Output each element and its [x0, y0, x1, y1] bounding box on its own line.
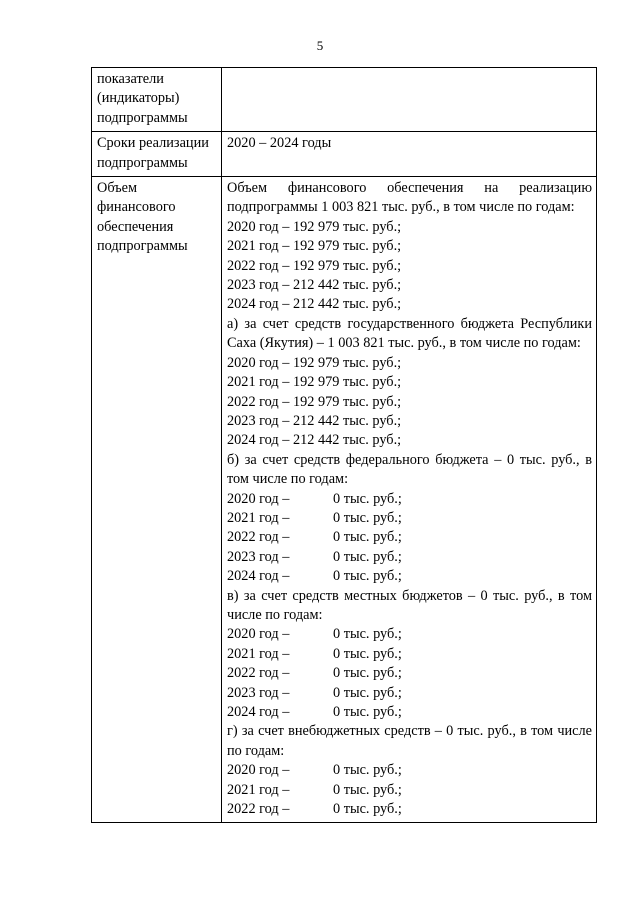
year-amount: 0 тыс. руб.; — [333, 626, 402, 643]
year-amount: 0 тыс. руб.; — [333, 781, 402, 798]
year-label: 2021 год – — [227, 645, 290, 662]
intro-year-list — [227, 218, 592, 315]
year-line — [227, 761, 592, 780]
year-line — [227, 548, 592, 567]
year-label: 2022 год – — [227, 665, 290, 682]
table-row — [92, 177, 597, 823]
federal-budget-year-list — [227, 490, 592, 587]
local-budget-year-list — [227, 625, 592, 722]
year-amount: 0 тыс. руб.; — [333, 548, 402, 565]
year-label: 2021 год – — [227, 509, 290, 526]
year-line — [227, 664, 592, 683]
year-line: 2022 год – 192 979 тыс. руб.; — [227, 257, 402, 274]
state-budget-year-list — [227, 354, 592, 451]
year-label: 2024 год – — [227, 568, 290, 585]
year-label: 2020 год – — [227, 626, 290, 643]
year-line — [227, 509, 592, 528]
year-label: 2024 год – — [227, 704, 290, 720]
financing-intro: Объем финансового обеспечения на реализацию подпрограммы 1 003 821 тыс. руб., в том числе по годам: — [227, 180, 592, 216]
year-line: 2022 год – 192 979 тыс. руб.; — [227, 393, 402, 410]
extrabudgetary-year-list — [227, 761, 592, 819]
year-label: 2020 год – — [227, 490, 290, 507]
year-line: 2024 год – 212 442 тыс. руб.; — [227, 296, 402, 313]
year-line — [227, 684, 592, 703]
indicators-value — [222, 68, 597, 132]
financing-label: Объем финансового обеспечения подпрограммы — [92, 177, 222, 823]
year-line — [227, 781, 592, 800]
year-label: 2020 год – — [227, 762, 290, 779]
year-amount: 0 тыс. руб.; — [333, 704, 402, 720]
year-line: 2021 год – 192 979 тыс. руб.; — [227, 238, 402, 255]
year-line: 2023 год – 212 442 тыс. руб.; — [227, 412, 402, 429]
extrabudgetary-source: г) за счет внебюджетных средств – 0 тыс. руб., в том числе по годам: — [227, 723, 592, 759]
year-amount: 0 тыс. руб.; — [333, 762, 402, 779]
year-line: 2024 год – 212 442 тыс. руб.; — [227, 432, 402, 449]
timeframe-value: 2020 – 2024 годы — [222, 132, 597, 177]
financing-value — [222, 177, 597, 823]
year-amount: 0 тыс. руб.; — [333, 684, 402, 701]
year-amount: 0 тыс. руб.; — [333, 509, 402, 526]
year-line — [227, 800, 592, 819]
table-row — [92, 68, 597, 132]
year-label: 2021 год – — [227, 781, 290, 798]
table-row — [92, 132, 597, 177]
year-line — [227, 645, 592, 664]
year-line — [227, 567, 592, 586]
year-amount: 0 тыс. руб.; — [333, 645, 402, 662]
year-amount: 0 тыс. руб.; — [333, 801, 402, 818]
year-line — [227, 703, 592, 722]
year-amount: 0 тыс. руб.; — [333, 568, 402, 585]
year-amount: 0 тыс. руб.; — [333, 529, 402, 546]
year-line: 2023 год – 212 442 тыс. руб.; — [227, 277, 402, 294]
year-label: 2022 год – — [227, 529, 290, 546]
year-line — [227, 490, 592, 509]
year-amount: 0 тыс. руб.; — [333, 490, 402, 507]
year-amount: 0 тыс. руб.; — [333, 665, 402, 682]
federal-budget-source: б) за счет средств федерального бюджета – 0 тыс. руб., в том числе по годам: — [227, 451, 592, 488]
indicators-label: показатели (индикаторы) подпрограммы — [92, 68, 222, 132]
local-budget-source: в) за счет средств местных бюджетов – 0 тыс. руб., в том числе по годам: — [227, 587, 592, 623]
year-line: 2020 год – 192 979 тыс. руб.; — [227, 354, 402, 371]
year-line: 2021 год – 192 979 тыс. руб.; — [227, 374, 402, 391]
year-line — [227, 528, 592, 547]
state-budget-source: а) за счет средств государственного бюджета Республики Саха (Якутия) – 1 003 821 тыс. руб., в том числе по годам: — [227, 315, 592, 352]
timeframe-label: Сроки реализации подпрограммы — [92, 132, 222, 177]
year-line — [227, 625, 592, 644]
year-label: 2023 год – — [227, 684, 290, 701]
subprogram-passport-table — [91, 67, 597, 823]
year-line: 2020 год – 192 979 тыс. руб.; — [227, 218, 402, 235]
year-label: 2022 год – — [227, 801, 290, 818]
year-label: 2023 год – — [227, 548, 290, 565]
page-number: 5 — [316, 38, 324, 53]
